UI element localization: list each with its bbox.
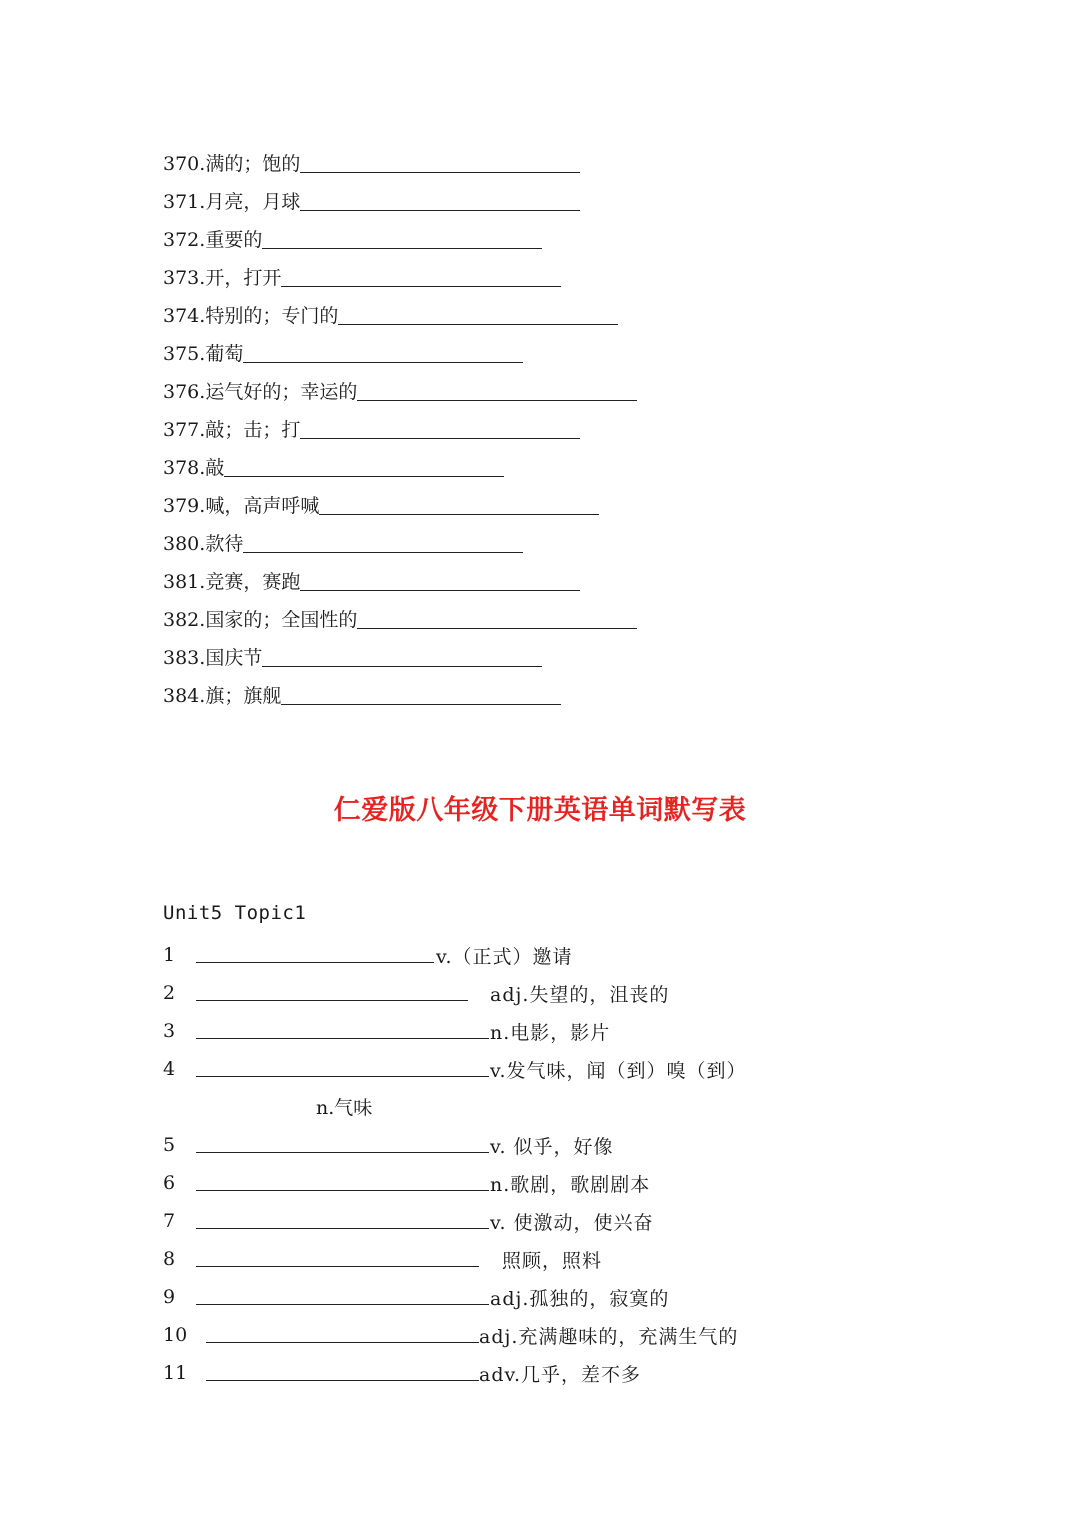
list-item: 373. 开，打开 [163,252,561,290]
list-item: 378. 敲 [163,442,504,480]
answer-blank[interactable] [300,171,580,173]
answer-blank[interactable] [196,1266,479,1267]
answer-blank[interactable] [319,513,599,515]
list-item: 6 n.歌剧，歌剧剧本 [163,1172,651,1196]
list-item: 4 v.发气味，闻（到）嗅（到） [163,1058,747,1082]
list-item: 375. 葡萄 [163,328,523,366]
answer-blank[interactable] [281,285,561,287]
answer-blank[interactable] [357,399,637,401]
list-item: 379. 喊，高声呼喊 [163,480,599,518]
answer-blank[interactable] [196,962,434,963]
answer-blank[interactable] [300,209,580,211]
list-item: 2 adj.失望的，沮丧的 [163,982,670,1006]
list-item: 384. 旗；旗舰 [163,670,561,708]
list-item: 380. 款待 [163,518,523,556]
list-item: 5 v. 似乎，好像 [163,1134,614,1158]
answer-blank[interactable] [224,475,504,477]
answer-blank[interactable] [196,1000,468,1001]
list-item: 383. 国庆节 [163,632,542,670]
answer-blank[interactable] [196,1190,489,1191]
answer-blank[interactable] [357,627,637,629]
list-item: 377. 敲；击；打 [163,404,580,442]
list-item: 9 adj.孤独的，寂寞的 [163,1286,670,1310]
answer-blank[interactable] [281,703,561,705]
list-item: 382. 国家的；全国性的 [163,594,637,632]
answer-blank[interactable] [196,1038,489,1039]
answer-blank[interactable] [300,437,580,439]
answer-blank[interactable] [196,1152,489,1153]
list-item: 3 n.电影，影片 [163,1020,611,1044]
answer-blank[interactable] [243,361,523,363]
answer-blank[interactable] [300,589,580,591]
list-item: 11 adv.几乎，差不多 [163,1362,642,1386]
list-item: 376. 运气好的；幸运的 [163,366,637,404]
answer-blank[interactable] [196,1076,489,1077]
list-item: 372. 重要的 [163,214,542,252]
list-item: 7 v. 使激动，使兴奋 [163,1210,654,1234]
answer-blank[interactable] [243,551,523,553]
unit-heading: Unit5 Topic1 [163,902,307,924]
answer-blank[interactable] [262,665,542,667]
list-item: 1 v.（正式）邀请 [163,944,573,968]
list-item: 370. 满的；饱的 [163,138,580,176]
list-item: 374. 特别的；专门的 [163,290,618,328]
answer-blank[interactable] [206,1380,479,1381]
answer-blank[interactable] [196,1304,489,1305]
answer-blank[interactable] [262,247,542,249]
list-item: 10 adj.充满趣味的，充满生气的 [163,1324,739,1348]
answer-blank[interactable] [206,1342,479,1343]
list-item: 8 照顾，照料 [163,1248,603,1272]
page-title: 仁爱版八年级下册英语单词默写表 [333,795,747,826]
list-item: 381. 竞赛，赛跑 [163,556,580,594]
answer-blank[interactable] [338,323,618,325]
item4-continuation: n.气味 [316,1097,373,1119]
answer-blank[interactable] [196,1228,489,1229]
list-item: 371. 月亮，月球 [163,176,580,214]
